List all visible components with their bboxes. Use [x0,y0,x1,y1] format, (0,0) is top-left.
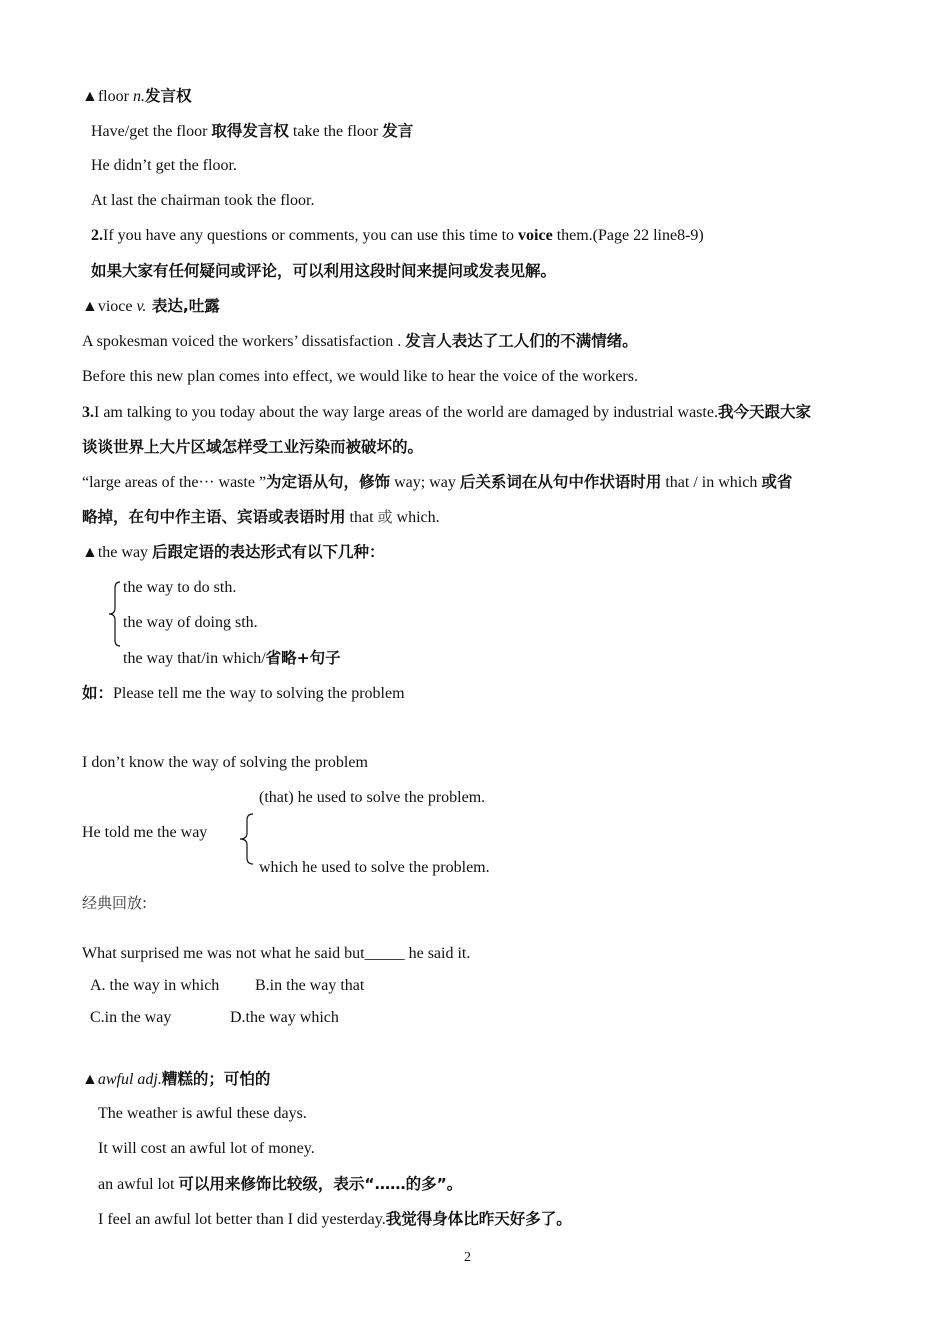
floor-phrases: Have/get the floor 取得发言权 take the floor 发言 [91,122,414,140]
item-3-translation: 谈谈世界上大片区域怎样受工业污染而被破坏的。 [82,438,424,456]
item-3-note-2: 略掉，在句中作主语、宾语或表语时用 that 或 which. [82,508,440,526]
awful-example-1: The weather is awful these days. [98,1105,307,1122]
the-way-form-1: the way to do sth. [123,579,237,596]
page-number: 2 [464,1250,471,1265]
the-way-example-2: I don’t know the way of solving the problem [82,754,368,771]
review-option-b: B.in the way that [255,977,365,994]
voice-heading: ▲vioce v. 表达,吐露 [82,297,220,315]
brace-icon [237,812,255,866]
review-option-a: A. the way in which [90,977,220,994]
brace-icon [106,580,122,648]
the-way-option-2: which he used to solve the problem. [259,859,490,876]
awful-heading: ▲awful adj.糟糕的；可怕的 [82,1070,271,1088]
item-2-translation: 如果大家有任何疑问或评论，可以利用这段时间来提问或发表见解。 [91,262,557,280]
voice-example-2: Before this new plan comes into effect, we would like to hear the voice of the workers. [82,368,638,385]
the-way-form-2: the way of doing sth. [123,614,258,631]
review-option-c: C.in the way [90,1009,172,1026]
the-way-heading: ▲the way 后跟定语的表达形式有以下几种： [82,543,385,561]
floor-example-1: He didn’t get the floor. [91,157,237,174]
review-label: 经典回放: [82,894,148,912]
the-way-example-3: He told me the way [82,824,208,841]
review-question: What surprised me was not what he said but_____ he said it. [82,945,471,962]
the-way-option-1: (that) he used to solve the problem. [259,789,486,806]
the-way-form-3: the way that/in which/省略+句子 [123,649,341,667]
awful-note: an awful lot 可以用来修饰比较级，表示“……的多”。 [98,1175,463,1193]
review-option-d: D.the way which [230,1009,339,1026]
item-3-note-1: “large areas of the··· waste ”为定语从句，修饰 way; way 后关系词在从句中作状语时用 that / in which 或省 [82,473,793,491]
awful-example-3: I feel an awful lot better than I did yesterday.我觉得身体比昨天好多了。 [98,1210,572,1228]
voice-example-1: A spokesman voiced the workers’ dissatisfaction . 发言人表达了工人们的不满情绪。 [82,332,638,350]
floor-example-2: At last the chairman took the floor. [91,192,315,209]
the-way-example-1: 如：Please tell me the way to solving the problem [82,684,405,702]
item-2-sentence: 2.If you have any questions or comments, you can use this time to voice them.(Page 22 line8-9) [91,227,704,244]
item-3-sentence: 3.I am talking to you today about the way large areas of the world are damaged by industrial waste.我今天跟大家 [82,403,811,421]
floor-heading: ▲floor n.发言权 [82,87,192,105]
awful-example-2: It will cost an awful lot of money. [98,1140,315,1157]
